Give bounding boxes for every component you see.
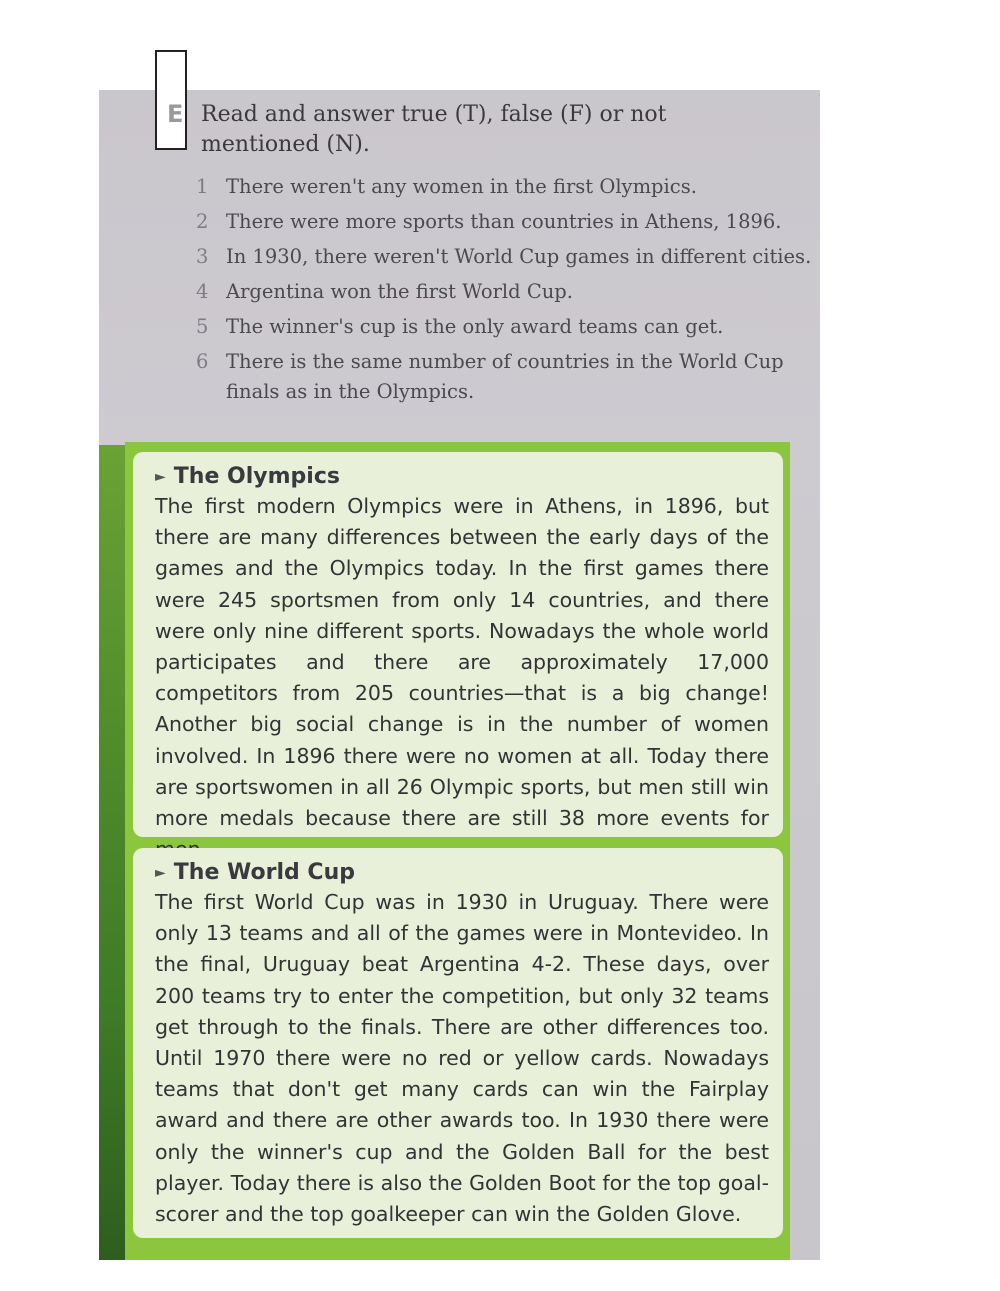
bullet-triangle-icon: ► [155,468,166,485]
question-number: 2 [196,210,209,233]
question-text: In 1930, there weren't World Cup games in different cities. [226,245,812,268]
exercise-letter: E [167,100,184,128]
article-olympics [133,452,783,837]
question-number: 1 [196,175,209,198]
question-number: 6 [196,350,209,373]
bullet-triangle-icon: ► [155,864,166,881]
article-title [155,464,769,489]
question-text: The winner's cup is the only award teams can get. [226,315,724,338]
question-number: 3 [196,245,209,268]
article-title-text: The World Cup [173,860,355,885]
article-world-cup [133,848,783,1238]
article-title [155,860,769,885]
question-item [196,207,816,237]
question-text: Argentina won the first World Cup. [226,280,573,303]
question-number: 5 [196,315,209,338]
question-item [196,312,816,342]
question-text: There weren't any women in the first Olympics. [226,175,697,198]
article-title-text: The Olympics [173,464,340,489]
question-number: 4 [196,280,209,303]
green-footer-strip [125,1238,790,1260]
question-item [196,277,816,307]
question-item [196,172,816,202]
question-list [196,172,816,412]
article-body: The first World Cup was in 1930 in Uruguay. There were only 13 teams and all of the games were in Montevideo. In the final, Uruguay beat Argentina 4-2. These days, over 200 teams try to enter the competition, but only 32 teams get through to the finals. There are other differences too. Until 1970 there were no red or yellow cards. Nowadays teams that don't get many cards can win the Fairplay award and there are other awards too. In 1930 there were only the winner's cup and the Golden Ball for the best player. Today there is also the Golden Boot for the top goal-scorer and the top goalkeeper can win the Golden Glove. [155,890,769,1227]
question-item [196,347,816,407]
question-text: There were more sports than countries in Athens, 1896. [226,210,782,233]
article-body: The first modern Olympics were in Athens, in 1896, but there are many differences between the early days of the games and the Olympics today. In the first games there were 245 sportsmen from only 14 countries, and there were only nine different sports. Nowadays the whole world participates and there are approximately 17,000 competitors from 205 countries—that is a big change! Another big social change is in the number of women involved. In 1896 there were no women at all. Today there are sportswomen in all 26 Olympic sports, but men still win more medals because there are still 38 more events for [155,494,769,831]
exercise-instruction: Read and answer true (T), false (F) or not mentioned (N). [201,102,667,157]
question-item [196,242,816,272]
question-text: There is the same number of countries in the World Cup finals as in the Olympics. [226,350,784,403]
